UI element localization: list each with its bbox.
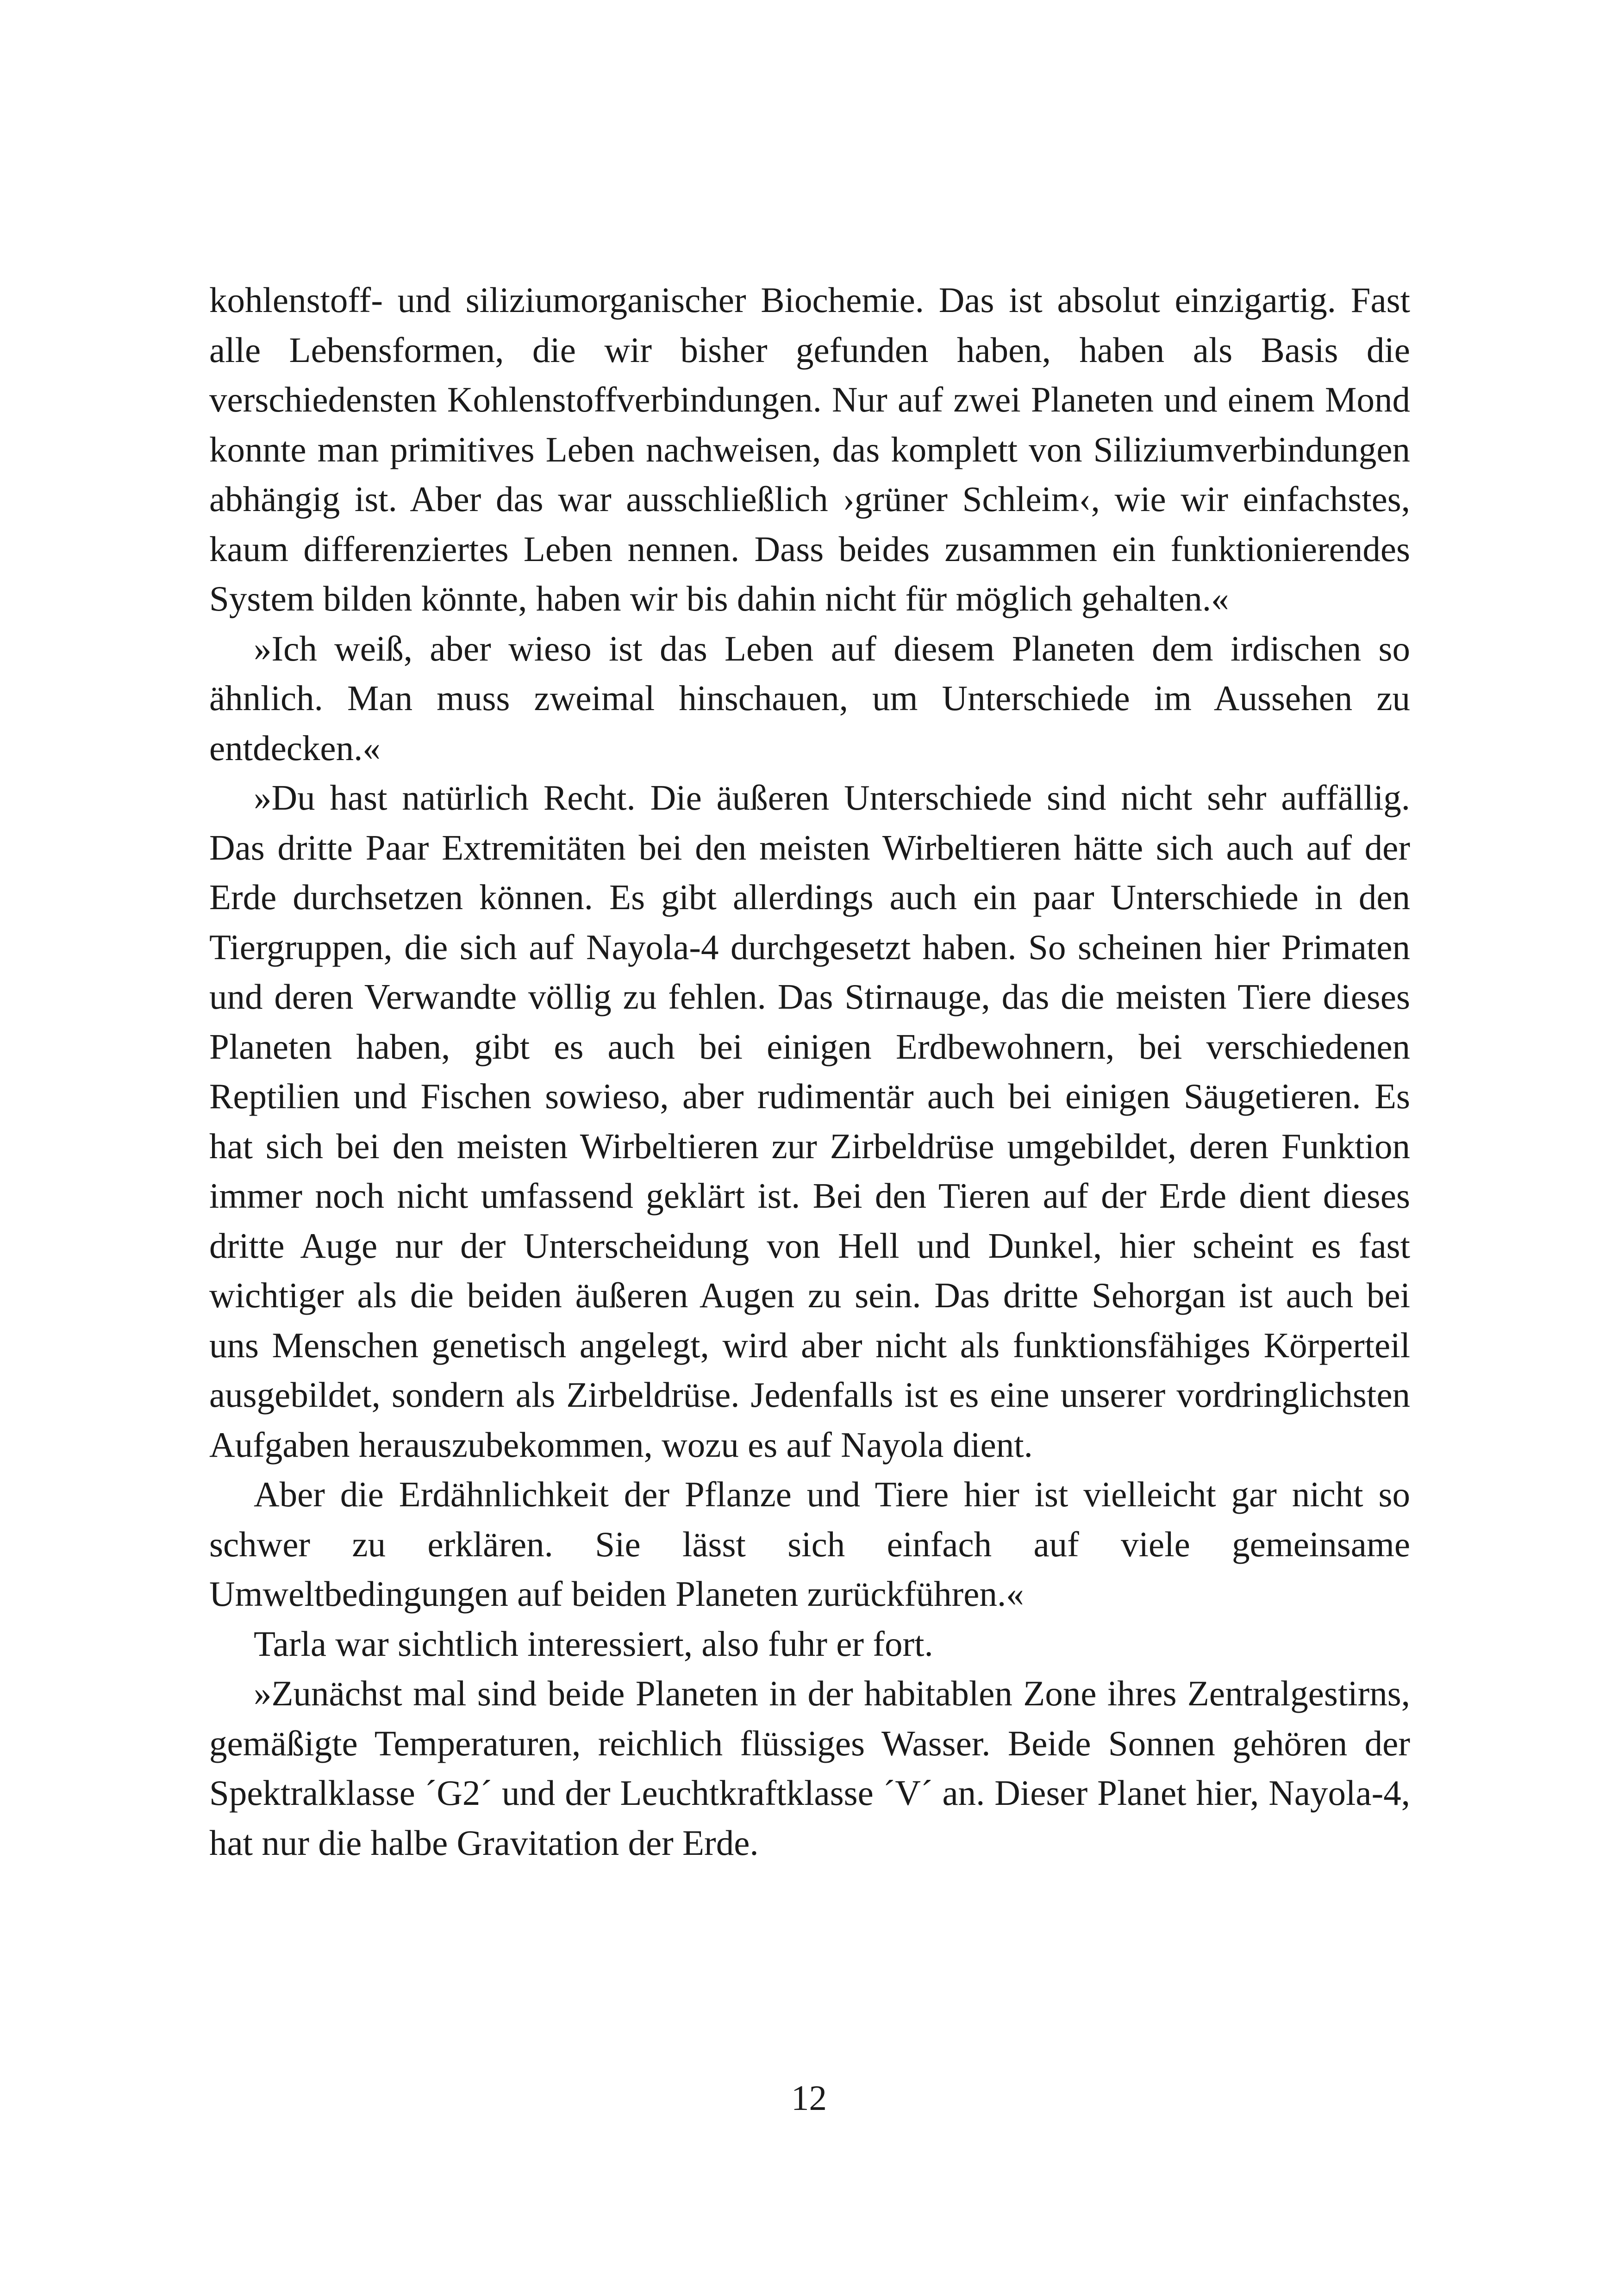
- body-text: [209, 275, 1410, 1868]
- paragraph-narration: Tarla war sichtlich interessiert, also fuhr er fort.: [254, 1623, 933, 1664]
- paragraph-dialogue-4: »Zunächst mal sind beide Planeten in der habitablen Zone ihres Zentralgestirns, gemäßigte Temperaturen, reichlich flüssiges Wasser. Beide Sonnen gehören der Spektralklasse ´G2´ und der Leuchtkraftklasse ´V´ an. Dieser Planet hier, Nayola-4, hat nur die halbe Gravitation der Erde.: [209, 1673, 1410, 1863]
- paragraph-dialogue-2: »Du hast natürlich Recht. Die äußeren Unterschiede sind nicht sehr auffällig. Das dritte Paar Extremitäten bei den meisten Wirbeltieren hätte sich auch auf der Erde durchsetzen können. Es gibt allerdings auch ein paar Unterschiede in den Tiergruppen, die sich auf Nayola-4 durchgesetzt haben. So scheinen hier Primaten und deren Verwandte völlig zu fehlen. Das Stirnauge, das die meisten Tiere dieses Planeten haben, gibt es auch bei einigen Erdbewohnern, bei verschiedenen Reptilien und Fischen sowieso, aber rudimentär auch bei einigen Säugetieren. Es hat sich bei den meisten Wirbeltieren zur Zirbeldrüse umgebildet, deren Funktion immer noch nicht umfassend geklärt ist. Bei den Tieren auf der Erde dient dieses dritte Auge nur der Unterscheidung von Hell und Dunkel, hier scheint es fast wichtiger als die beiden äußeren Augen zu sein. Das dritte Sehorgan ist auch bei uns Menschen genetisch angelegt, wird aber nicht als funktionsfähiges Körperteil ausgebildet, sondern als Zirbeldrüse. Jedenfalls ist es eine unserer vordringlichsten Aufgaben herauszubekommen, wozu es auf Nayola dient.: [209, 778, 1410, 1465]
- page-number: 12: [791, 2078, 827, 2118]
- paragraph-dialogue-1: »Ich weiß, aber wieso ist das Leben auf diesem Planeten dem irdischen so ähnlich. Man muss zweimal hinschauen, um Unterschiede im Aussehen zu entdecken.«: [209, 628, 1410, 768]
- paragraph-continuation: kohlenstoff- und siliziumorganischer Biochemie. Das ist absolut einzigartig. Fast alle Lebensformen, die wir bisher gefunden haben, haben als Basis die verschiedensten Kohlenstoffverbindungen. Nur auf zwei Planeten und einem Mond konnte man primitives Leben nachweisen, das komplett von Siliziumverbindungen abhängig ist. Aber das war ausschließlich ›grüner Schleim‹, wie wir einfachstes, kaum differenziertes Leben nennen. Dass beides zusammen ein funktionierendes System bilden könnte, haben wir bis dahin nicht für möglich gehalten.«: [209, 280, 1410, 618]
- paragraph-dialogue-3: Aber die Erdähnlichkeit der Pflanze und Tiere hier ist vielleicht gar nicht so schwer zu erklären. Sie lässt sich einfach auf viele gemeinsame Umweltbedingungen auf beiden Planeten zurückführen.«: [209, 1474, 1410, 1614]
